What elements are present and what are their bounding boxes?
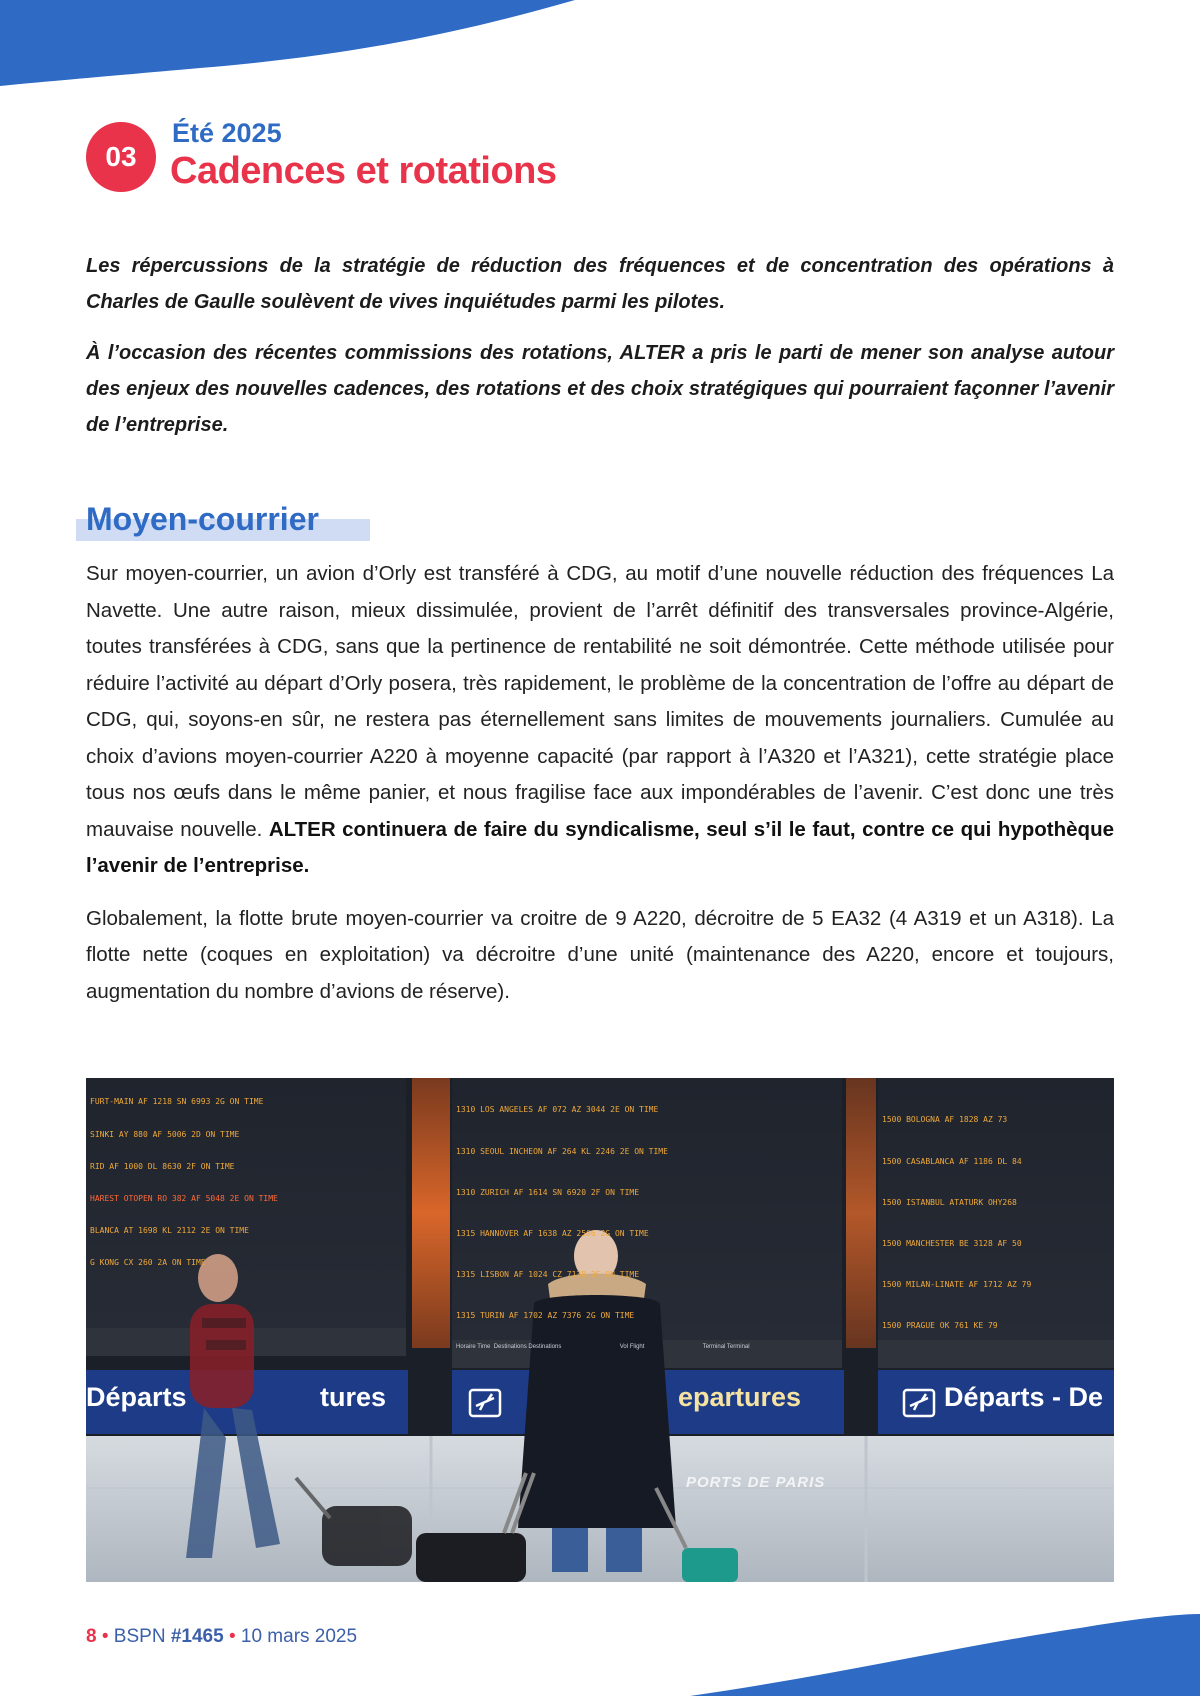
- board-row: 1500 PRAGUE OK 761 KE 79: [882, 1320, 998, 1330]
- top-wave-decoration: [0, 0, 1200, 95]
- board-row: 1500 BOLOGNA AF 1828 AZ 73: [882, 1115, 1008, 1125]
- body-paragraph-1-bold: ALTER continuera de faire du syndicalisme, seul s’il le faut, contre ce qui hypothèque l’avenir de l’entreprise.: [86, 817, 1114, 877]
- board-row: 1310 SEOUL INCHEON AF 264 KL 2246 2E ON TIME: [456, 1146, 668, 1156]
- banner-left-text: [86, 1382, 187, 1413]
- col-time: Horaire Time: [456, 1344, 491, 1350]
- wall-signage: PORTS DE PARIS: [686, 1474, 826, 1491]
- bottom-wave-decoration: [0, 1606, 1200, 1696]
- board-row: SINKI AY 880 AF 5006 2D ON TIME: [90, 1129, 240, 1139]
- departure-board-right: [882, 1086, 1114, 1340]
- intro-text: [86, 248, 1114, 458]
- board-row: 1500 CASABLANCA AF 1186 DL 84: [882, 1156, 1022, 1166]
- publication-name: BSPN: [113, 1626, 166, 1647]
- board-row: 1500 MANCHESTER BE 3128 AF 50: [882, 1238, 1022, 1248]
- board-row: BLANCA AT 1698 KL 2112 2E ON TIME: [90, 1225, 249, 1235]
- departures-board-photo: [86, 1078, 1114, 1582]
- col-dest: Destinations Destinations: [493, 1344, 562, 1350]
- issue-number: #1465: [170, 1626, 224, 1647]
- departure-board-middle: [456, 1078, 840, 1338]
- board-row: 1500 MILAN-LINATE AF 1712 AZ 79: [882, 1279, 1032, 1289]
- intro-paragraph-2: À l’occasion des récentes commissions des rotations, ALTER a pris le parti de mener son analyse autour des enjeux des nouvelles cadences, des rotations et des choix stratégiques qui pourraient façonner l’avenir de l’entreprise.: [86, 342, 1114, 436]
- board-row: 1500 ISTANBUL ATATURK OHY268: [882, 1197, 1017, 1207]
- col-terminal: Terminal Terminal: [702, 1344, 750, 1350]
- body-paragraph-1: [86, 556, 1114, 885]
- section-kicker: Été 2025: [172, 118, 282, 148]
- board-row: G KONG CX 260 2A ON TIME: [90, 1257, 206, 1267]
- board-row: 1315 LISBON AF 1024 CZ 7138 2F ON TIME: [456, 1269, 640, 1279]
- article-body: [86, 556, 1114, 1026]
- board-row: 1310 LOS ANGELES AF 072 AZ 3044 2E ON TIME: [456, 1105, 659, 1115]
- banner-right-text: Départs - De: [944, 1382, 1104, 1412]
- body-paragraph-2: Globalement, la flotte brute moyen-courrier va croitre de 9 A220, décroitre de 5 EA32 (4 A319 et un A318). La flotte nette (coques en exploitation) va décroitre d’une unité (maintenance des A220, encore et toujours, augmentation du nombre d’avions de réserve).: [86, 906, 1114, 1003]
- board-row: 1315 HANNOVER AF 1638 AZ 2506 2G ON TIME: [456, 1228, 649, 1238]
- publication-date: 10 mars 2025: [240, 1626, 358, 1647]
- section-title: Cadences et rotations: [170, 150, 557, 192]
- departure-board-left: [90, 1078, 406, 1326]
- subsection-title: Moyen-courrier: [86, 501, 319, 537]
- section-number-badge: 03: [86, 122, 156, 192]
- page-number: 8: [86, 1626, 97, 1647]
- page-footer: [86, 1626, 357, 1648]
- separator-dot: •: [101, 1626, 109, 1647]
- board-row: 1310 ZURICH AF 1614 SN 6920 2F ON TIME: [456, 1187, 640, 1197]
- board-row: 1315 TURIN AF 1702 AZ 7376 2G ON TIME: [456, 1310, 635, 1320]
- board-row: RID AF 1000 DL 8630 2F ON TIME: [90, 1161, 235, 1171]
- board-row: FURT-MAIN AF 1218 SN 6993 2G ON TIME: [90, 1097, 264, 1107]
- board-column-headers: [456, 1344, 750, 1351]
- body-paragraph-1-text: Sur moyen-courrier, un avion d’Orly est transféré à CDG, au motif d’une nouvelle réduction des fréquences La Navette. Une autre raison, mieux dissimulée, provient de l’arrêt définitif des transversales province-Algérie, toutes transférées à CDG, sans que la pertinence de rentabilité ne soit démontrée. Cette méthode utilisée pour réduire l’activité au départ d’Orly posera, très rapidement, le problème de la concentration de l’offre au départ de CDG, qui, soyons-en sûr, ne restera pas éternellement sans limites de mouvements journaliers. Cumulée au choix d’avions moyen-courrier A220 à moyenne capacité (par rapport à l’A320 et l’A321), cette stratégie place tous nos œufs dans le même panier, et nous fragilise face aux impondérables de l’avenir. C’est donc une très mauvaise nouvelle.: [86, 562, 1114, 841]
- banner-departs: Départs: [86, 1382, 187, 1412]
- intro-paragraph-1: Les répercussions de la stratégie de réduction des fréquences et de concentration des opérations à Charles de Gaulle soulèvent de vives inquiétudes parmi les pilotes.: [86, 255, 1114, 313]
- board-row: HAREST OTOPEN RO 382 AF 5048 2E ON TIME: [90, 1193, 278, 1203]
- subsection-heading: [76, 497, 319, 541]
- col-flight: Vol Flight: [619, 1344, 645, 1350]
- separator-dot: •: [228, 1626, 236, 1647]
- banner-middle-text: epartures: [678, 1382, 802, 1412]
- banner-left-tail: tures: [320, 1382, 387, 1412]
